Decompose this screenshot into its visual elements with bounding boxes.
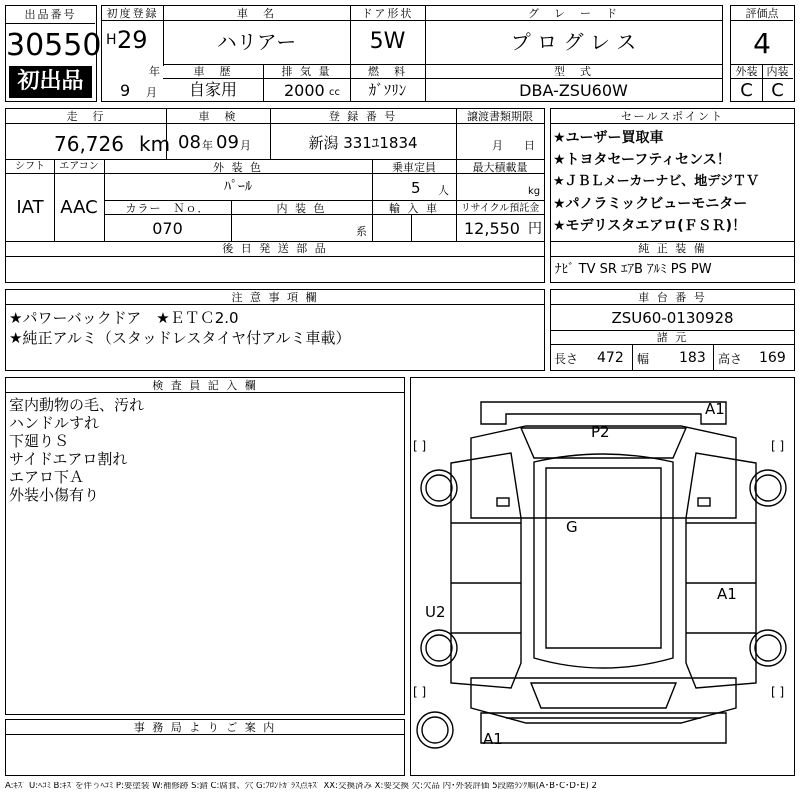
chassis-label: 車 台 番 号 <box>638 291 707 304</box>
interior-grade-label: 内装 <box>766 65 789 78</box>
grade-value: プ ロ グ レ ス <box>510 30 637 54</box>
detail-box <box>5 108 545 283</box>
inspector-box <box>5 377 405 715</box>
aircon-value: AAC <box>60 197 98 218</box>
inspector-line: 室内動物の毛、汚れ <box>9 396 145 414</box>
plate-value: 新潟 331ﾕ1834 <box>308 134 418 152</box>
history-value: 自家用 <box>188 80 237 99</box>
spec-length-label: 長さ <box>554 352 579 366</box>
damage-mark-u2: U2 <box>425 603 446 621</box>
genuine-equipment-label: 純 正 装 備 <box>638 242 707 255</box>
inspector-line: 下廻りＳ <box>9 432 70 450</box>
recycle-label: リサイクル預託金 <box>460 203 540 214</box>
spec-height-label: 高さ <box>718 352 743 366</box>
damage-mark-p2: P2 <box>591 423 610 441</box>
legend-text: A:ｷｽﾞ U:ﾍｺﾐ B:ｷｽﾞを伴うﾍｺﾐ P:要塗装 W:補修跡 S:錆 C:腐食、穴 G:ﾌﾛﾝﾄｶﾞﾗｽ点ｷｽﾞ XX:交換済み X:要交換 欠:欠品 内･外装評価 5段階ﾗﾝｸ順(A･B･C･D･E) 2 <box>5 782 597 791</box>
notes-label: 注 意 事 項 欄 <box>231 291 319 304</box>
shift-label: シフト <box>15 161 45 172</box>
capacity-label: 乗車定員 <box>392 161 436 174</box>
specs-label: 諸 元 <box>656 331 689 344</box>
displacement-label: 排 気 量 <box>281 65 332 78</box>
damage-mark-g: G <box>566 518 578 536</box>
inspector-line: エアロ下Ａ <box>9 468 85 486</box>
displacement-value: 2000 <box>284 81 325 100</box>
recycle-unit: 円 <box>528 221 542 237</box>
mileage-unit: km <box>139 132 171 156</box>
interior-color-label: 内 装 色 <box>276 202 327 215</box>
model-value: DBA-ZSU60W <box>519 81 628 100</box>
max-load-unit: kg <box>528 186 541 197</box>
transfer-day-unit: 日 <box>524 139 535 152</box>
first-reg-year: 29 <box>117 26 148 54</box>
shift-value: IAT <box>16 197 44 218</box>
genuine-equipment-value: ﾅﾋﾞ TV SR ｴｱB ｱﾙﾐ PS PW <box>555 262 712 277</box>
damage-diagram <box>410 377 795 776</box>
damage-mark-a1-right: A1 <box>717 585 737 603</box>
fuel-value: ｶﾞｿﾘﾝ <box>368 81 407 99</box>
inspection-year: 08 <box>178 132 201 153</box>
lot-label: 出品番号 <box>24 8 77 21</box>
notes-box <box>5 289 545 371</box>
damage-mark-a1-top: A1 <box>705 400 725 418</box>
car-name-value: ハリアー <box>216 30 297 54</box>
inspection-month: 09 <box>216 132 239 153</box>
bracket-right-front: [ ] <box>771 439 785 453</box>
office-label: 事 務 局 よ り ご 案 内 <box>133 721 277 734</box>
sales-point-item: ★ユーザー買取車 <box>553 130 664 146</box>
first-reg-month-unit: 月 <box>146 86 157 99</box>
sales-point-item: ★ＪＢＬメーカーナビ、地デジＴＶ <box>553 174 760 189</box>
fuel-label: 燃 料 <box>368 65 407 78</box>
door-label: ドア形状 <box>361 7 414 20</box>
recycle-value: 12,550 <box>464 219 520 238</box>
inspection-label: 車 検 <box>198 110 238 123</box>
inspector-line: サイドエアロ割れ <box>9 450 128 468</box>
import-label: 輸 入 車 <box>389 202 439 215</box>
interior-color-unit: 系 <box>356 225 367 238</box>
inspector-line: 外装小傷有り <box>9 486 100 504</box>
grade-label: グ レ ー ド <box>528 7 619 20</box>
score-label: 評価点 <box>745 7 779 20</box>
sales-point-item: ★モデリスタエアロ(ＦＳＲ)！ <box>553 218 747 234</box>
model-label: 型 式 <box>554 65 593 78</box>
vehicle-info-box <box>101 5 723 102</box>
sales-points-label: セールスポイント <box>620 110 724 123</box>
spec-width-label: 幅 <box>637 352 650 366</box>
first-listing-badge: 初出品 <box>9 66 92 98</box>
plate-label: 登 録 番 号 <box>328 110 398 123</box>
interior-grade-value: C <box>771 80 784 101</box>
damage-mark-a1-bottom: A1 <box>483 730 503 748</box>
first-reg-era: H <box>106 32 117 48</box>
transfer-month-unit: 月 <box>492 139 503 152</box>
sales-points-box <box>550 108 795 283</box>
inspection-year-unit: 年 <box>202 139 213 152</box>
bracket-right-rear: [ ] <box>771 685 785 699</box>
capacity-value: 5 <box>411 179 421 197</box>
inspector-line: ハンドルすれ <box>9 414 100 432</box>
notes-line: ★パワーバックドア ★ＥＴＣ2.0 <box>9 309 239 327</box>
mileage-label: 走 行 <box>66 110 106 123</box>
notes-line: ★純正アルミ（スタッドレスタイヤ付アルミ車載） <box>9 329 351 347</box>
inspection-month-unit: 月 <box>240 139 251 152</box>
history-label: 車 歴 <box>193 65 233 78</box>
transfer-label: 譲渡書類期限 <box>467 110 533 123</box>
max-load-label: 最大積載量 <box>472 161 528 174</box>
chassis-value: ZSU60-0130928 <box>611 309 734 327</box>
score-box <box>730 5 795 102</box>
bracket-left-front: [ ] <box>413 439 427 453</box>
car-name-label: 車 名 <box>237 7 276 20</box>
aircon-label: エアコン <box>59 161 99 172</box>
inspector-label: 検 査 員 記 入 欄 <box>152 379 258 392</box>
spec-height-value: 169 <box>759 350 786 366</box>
exterior-grade-label: 外装 <box>735 65 758 78</box>
exterior-color-label: 外 装 色 <box>213 161 263 174</box>
exterior-grade-value: C <box>740 80 753 101</box>
color-no-label: カラー Ｎｏ． <box>125 202 210 215</box>
later-parts-label: 後 日 発 送 部 品 <box>222 242 328 255</box>
office-box <box>5 719 405 776</box>
first-reg-year-unit-label: 年 <box>149 65 160 78</box>
sales-point-item: ★トヨタセーフティセンス！ <box>553 152 731 168</box>
exterior-color-value: ﾊﾟｰﾙ <box>224 179 252 195</box>
spec-width-value: 183 <box>679 350 706 366</box>
lot-box <box>5 5 102 102</box>
score-value: 4 <box>753 27 771 60</box>
spec-length-value: 472 <box>597 350 624 366</box>
door-value: 5W <box>369 29 406 54</box>
sales-point-item: ★パノラミックビューモニター <box>553 196 748 212</box>
bracket-left-rear: [ ] <box>413 685 427 699</box>
lot-number: 30550 <box>6 28 102 63</box>
first-reg-label: 初度登録 <box>106 7 159 20</box>
displacement-unit: cc <box>329 87 340 98</box>
capacity-unit: 人 <box>438 184 449 197</box>
mileage-value: 76,726 <box>54 132 124 156</box>
color-no-value: 070 <box>152 219 183 238</box>
first-reg-month: 9 <box>120 81 131 100</box>
chassis-box <box>550 289 795 371</box>
